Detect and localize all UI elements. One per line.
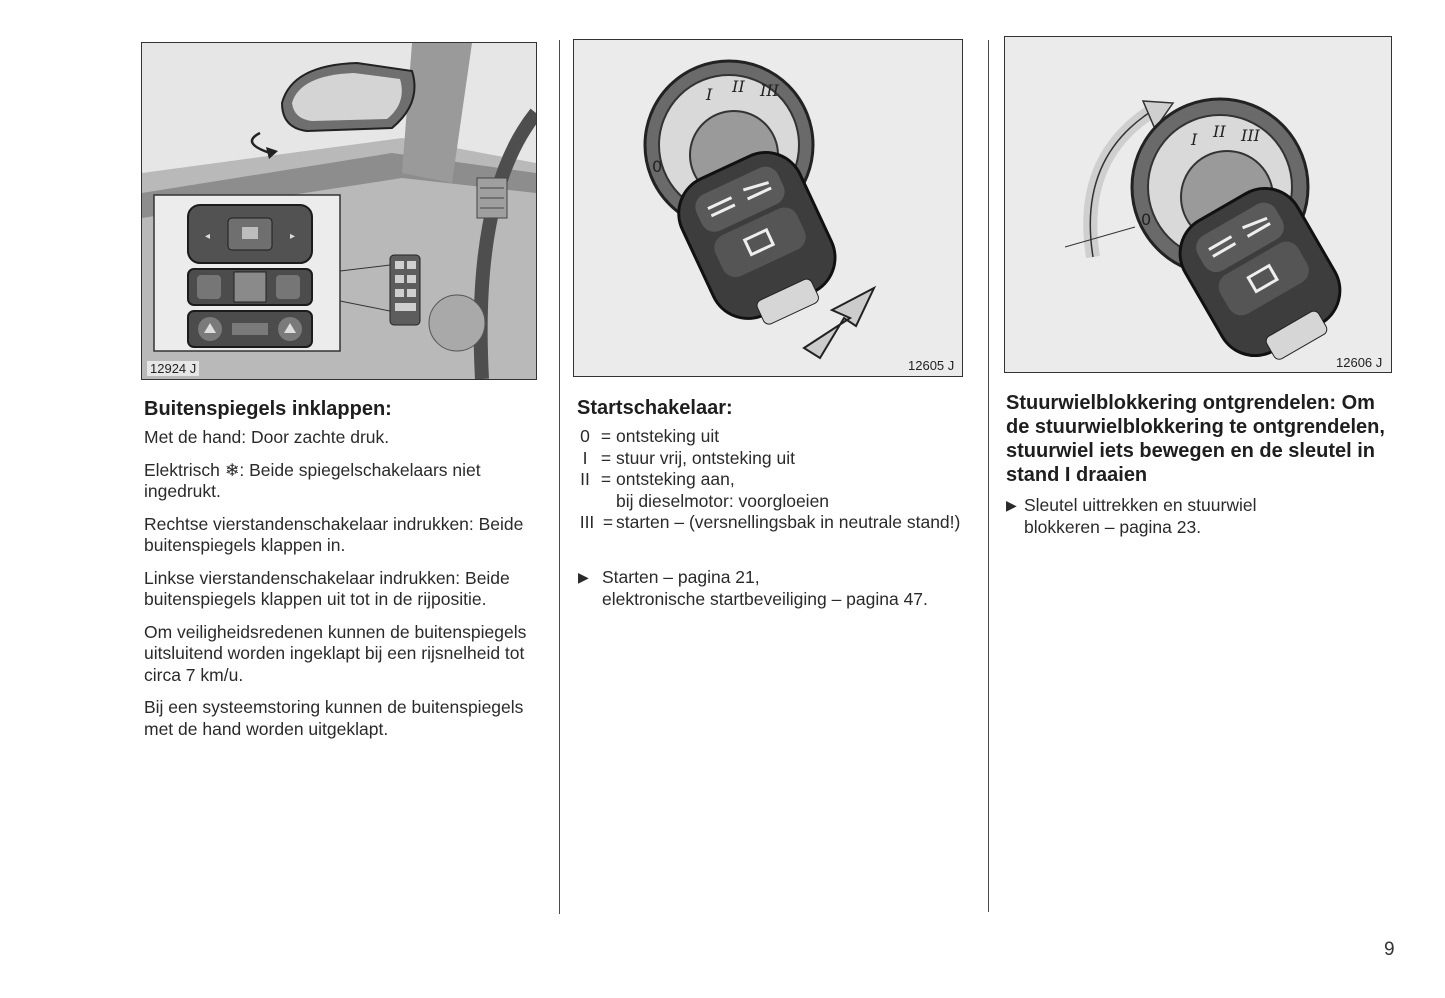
- paragraph: Met de hand: Door zachte druk.: [144, 427, 390, 447]
- page-reference: [578, 567, 968, 610]
- equals-sign: =: [600, 426, 612, 446]
- position-text: ontsteking uit: [616, 426, 720, 446]
- paragraph: Rechtse vierstandenschakelaar indrukken: Beide buitenspiegels klappen in.: [144, 513, 524, 555]
- ignition-label-2: II: [732, 77, 745, 96]
- section-body: [144, 427, 544, 751]
- ignition-label-1: I: [1191, 130, 1198, 149]
- list-item: [574, 512, 964, 534]
- steering-lock-illustration: [1004, 36, 1392, 373]
- ignition-key-illustration: [573, 39, 963, 377]
- ignition-label-0: 0: [1141, 210, 1152, 229]
- section-heading: Stuurwielblokkering ontgrendelen: Om de stuurwielblokkering te ontgrendelen, stuurwiel iets bewegen en de sleutel in stand I draaien: [1006, 392, 1385, 486]
- reference-link[interactable]: Sleutel uittrekken en stuurwiel blokkeren – pagina 23.: [1024, 495, 1257, 537]
- paragraph: Om veiligheidsredenen kunnen de buitenspiegels uitsluitend worden ingeklapt bij een rijsnelheid tot circa 7 km/u.: [144, 621, 527, 685]
- ignition-label-1: I: [706, 85, 713, 104]
- equals-sign: [596, 491, 616, 513]
- bullet-arrow-icon: ▶: [578, 569, 589, 585]
- position-key: 0: [580, 426, 590, 446]
- column-divider-right: [988, 40, 989, 912]
- mirror-illustration: [141, 42, 537, 380]
- reference-link[interactable]: Starten – pagina 21,: [602, 567, 760, 587]
- position-list: [574, 426, 964, 534]
- paragraph: Bij een systeemstoring kunnen de buitenspiegels met de hand worden uitgeklapt.: [144, 697, 524, 739]
- position-text: stuur vrij, ontsteking uit: [616, 447, 795, 468]
- page-reference: [1006, 495, 1306, 538]
- ignition-label-2: II: [1213, 122, 1226, 141]
- equals-sign: =: [602, 512, 614, 532]
- position-key: II: [580, 469, 590, 489]
- position-key: I: [582, 447, 588, 468]
- svg-text:◂: ◂: [205, 231, 211, 242]
- figure-number: 12606 J: [1336, 355, 1383, 370]
- page-number: 9: [1384, 939, 1395, 960]
- list-item: [574, 426, 964, 448]
- position-text: starten – (versnellingsbak in neutrale stand!): [616, 512, 961, 532]
- paragraph: Linkse vierstandenschakelaar indrukken: Beide buitenspiegels klappen uit tot in de rijpositie.: [144, 567, 510, 609]
- figure-number: 12924 J: [147, 361, 199, 376]
- svg-text:▸: ▸: [290, 231, 296, 242]
- ignition-label-3: III: [1241, 126, 1260, 145]
- paragraph: Elektrisch ❄: Beide spiegelschakelaars niet ingedrukt.: [144, 459, 481, 501]
- position-key: [574, 491, 596, 513]
- reference-link[interactable]: elektronische startbeveiliging – pagina 47.: [602, 588, 928, 609]
- section-heading: Buitenspiegels inklappen:: [144, 398, 392, 420]
- list-item: [574, 491, 964, 513]
- equals-sign: =: [600, 447, 612, 468]
- figure-number: 12605 J: [908, 358, 955, 373]
- position-key: III: [579, 512, 595, 532]
- column-divider-left: [559, 40, 560, 914]
- list-item: [574, 469, 964, 491]
- list-item: [574, 448, 964, 470]
- equals-sign: =: [600, 469, 612, 489]
- section-heading: Startschakelaar:: [577, 397, 733, 419]
- position-text: bij dieselmotor: voorgloeien: [616, 490, 830, 511]
- ignition-label-0: 0: [652, 157, 663, 176]
- ignition-label-3: III: [760, 81, 779, 100]
- bullet-arrow-icon: ▶: [1006, 497, 1017, 513]
- position-text: ontsteking aan,: [616, 469, 735, 489]
